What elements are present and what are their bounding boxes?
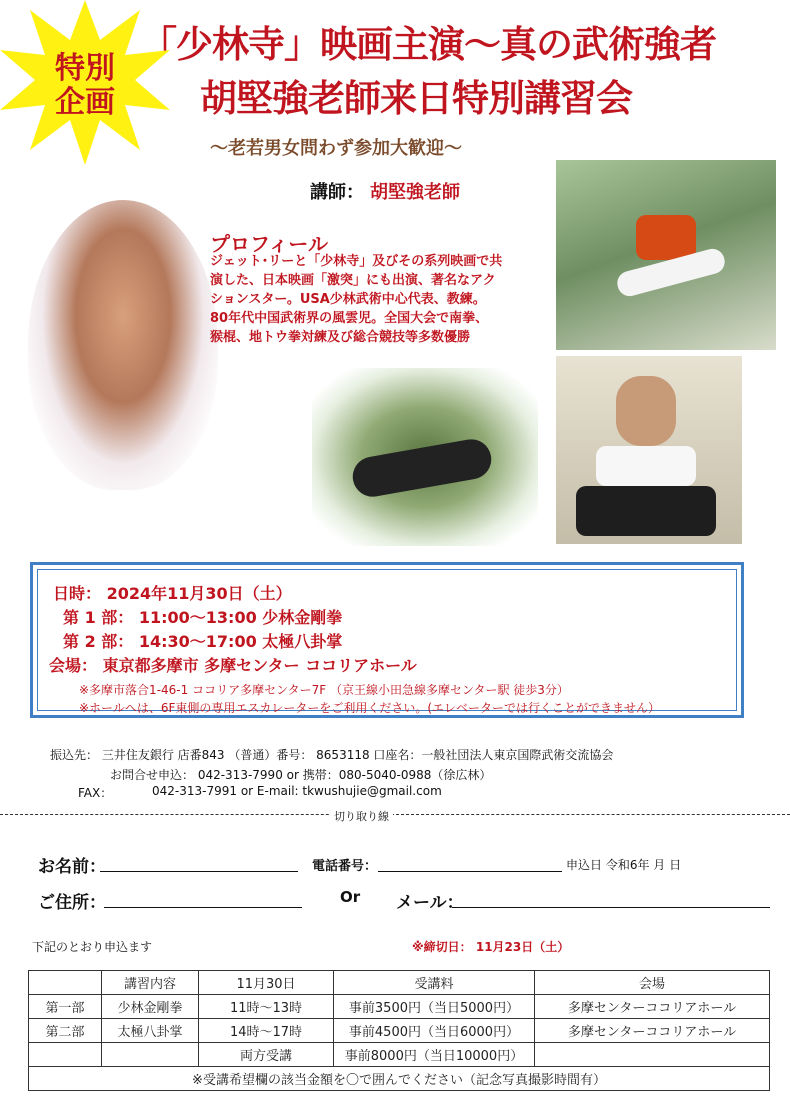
badge-line-2: 企画 (55, 85, 115, 120)
action-photo-jump (556, 356, 742, 544)
mail-field[interactable] (452, 906, 770, 908)
table-header: 講習内容 (102, 971, 199, 995)
event-venue: 会場： 東京都多摩市 多摩センター ココリアホール (49, 656, 417, 675)
lecturer (310, 178, 460, 204)
profile-line: 演した、日本映画「激突」にも出演、著名なアク (210, 273, 496, 288)
table-row (29, 1043, 770, 1067)
payment-contact: お問合せ申込： 042-313-7990 or 携帯：080-5040-0988（徐広林） (110, 768, 492, 782)
table-cell (29, 1043, 102, 1067)
venue-note-escalator: ※ホールへは、6F東側の専用エスカレーターをご利用ください。(エレベーターでは行くことができません） (79, 701, 661, 715)
table-footer-note: ※受講希望欄の該当金額を〇で囲んでください（記念写真撮影時間有） (29, 1067, 770, 1091)
table-cell: 第一部 (29, 995, 102, 1019)
deadline: ※締切日： 11月23日（土） (412, 940, 570, 954)
table-header: 受講料 (334, 971, 535, 995)
lecturer-name: 胡堅強老師 (370, 182, 460, 203)
table-cell (102, 1043, 199, 1067)
address-label: ご住所： (38, 893, 106, 913)
event-date: 日時： 2024年11月30日（土） (53, 584, 292, 603)
profile-line: ションスター。USA少林武術中心代表、教練。 (210, 292, 486, 307)
phone-field[interactable] (378, 870, 562, 872)
badge-line-1: 特別 (55, 51, 115, 86)
cut-line-label: 切り取り線 (330, 808, 393, 824)
venue-note-address: ※多摩市落合1-46-1 ココリア多摩センター7F （京王線小田急線多摩センター駅 徒歩3分） (79, 683, 569, 697)
table-cell: 両方受講 (199, 1043, 334, 1067)
table-cell: 少林金剛拳 (102, 995, 199, 1019)
action-photo-low-stance (312, 368, 538, 546)
address-field[interactable] (104, 906, 302, 908)
profile-line: ジェット･リーと「少林寺」及びその系列映画で共 (210, 254, 503, 269)
table-cell: 太極八卦掌 (102, 1019, 199, 1043)
table-header (29, 971, 102, 995)
title-line-2: 胡堅強老師来日特別講習会 (200, 77, 632, 120)
name-label: お名前： (38, 857, 106, 877)
table-cell: 11時～13時 (199, 995, 334, 1019)
table-cell: 多摩センターココリアホール (535, 1019, 770, 1043)
event-part-2: 第 2 部： 14:30～17:00 太極八卦掌 (63, 632, 343, 651)
payment-fax-label: FAX： (78, 786, 113, 800)
fee-option[interactable]: 事前3500円（当日5000円） (334, 995, 535, 1019)
apply-text: 下記のとおり申込ます (32, 940, 153, 954)
profile-heading: プロフィール (210, 232, 328, 256)
table-cell: 第二部 (29, 1019, 102, 1043)
action-photo-kick (556, 160, 776, 350)
lecturer-label: 講師： (310, 182, 364, 203)
special-badge-text (30, 52, 140, 120)
table-cell (535, 1043, 770, 1067)
payment-bank-info: 振込先： 三井住友銀行 店番843 （普通）番号： 8653118 口座名：一般社団法人東京国際武術交流協会 (50, 748, 614, 762)
phone-label: 電話番号： (312, 859, 378, 874)
apply-date: 申込日 令和6年 月 日 (566, 858, 682, 872)
event-info-box (30, 562, 744, 718)
subtitle: ～老若男女問わず参加大歓迎～ (210, 138, 462, 159)
portrait-photo (28, 200, 218, 490)
course-table (28, 970, 770, 1091)
or-label: Or (340, 888, 361, 906)
event-part-1: 第 1 部： 11:00～13:00 少林金剛拳 (63, 608, 343, 627)
fee-option[interactable]: 事前4500円（当日6000円） (334, 1019, 535, 1043)
table-cell: 多摩センターココリアホール (535, 995, 770, 1019)
profile-line: 80年代中国武術界の風雲児。全国大会で南拳、 (210, 311, 489, 326)
table-header: 11月30日 (199, 971, 334, 995)
table-row (29, 995, 770, 1019)
name-field[interactable] (100, 870, 298, 872)
table-footer-row (29, 1067, 770, 1091)
profile-body (210, 252, 540, 347)
payment-fax-email: 042-313-7991 or E-mail: tkwushujie@gmail.com (152, 784, 442, 798)
table-cell: 14時～17時 (199, 1019, 334, 1043)
table-row (29, 1019, 770, 1043)
mail-label: メール： (396, 893, 464, 913)
profile-line: 猴棍、地トウ拳対練及び総合競技等多数優勝 (210, 330, 471, 345)
table-header: 会場 (535, 971, 770, 995)
cut-line (0, 814, 790, 815)
table-header-row (29, 971, 770, 995)
title-line-1: 「少林寺」映画主演～真の武術強者 (140, 23, 716, 66)
fee-option[interactable]: 事前8000円（当日10000円） (334, 1043, 535, 1067)
